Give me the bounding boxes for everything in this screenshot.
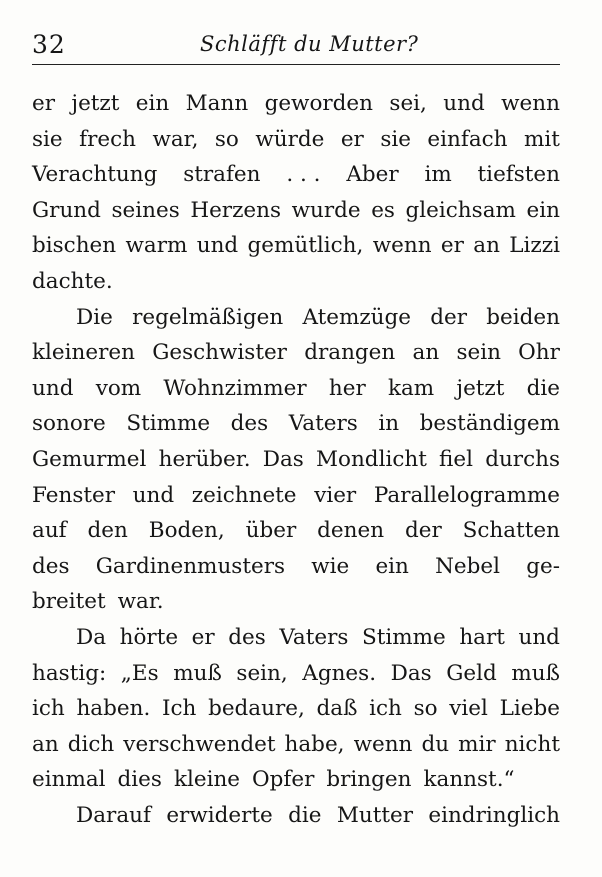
word: eindringlich: [428, 802, 560, 828]
word: Ich: [161, 696, 197, 722]
word: zeichnete: [191, 482, 297, 508]
text-line: [32, 157, 560, 193]
word: wenn: [353, 731, 413, 757]
word: frech: [79, 126, 136, 152]
word: bringen: [326, 767, 412, 793]
word: erwiderte: [166, 802, 273, 828]
text-line: [32, 335, 560, 371]
word: Parallelogramme: [373, 482, 560, 508]
word: Darauf: [76, 802, 151, 828]
word: ich: [32, 696, 65, 722]
word: Lizzi: [509, 233, 560, 259]
word: . . .: [286, 162, 321, 188]
word: in: [378, 411, 400, 437]
word: war,: [152, 126, 199, 152]
word: viel: [449, 696, 488, 722]
word: er: [32, 91, 56, 116]
word: und: [443, 91, 485, 116]
word: bischen: [32, 233, 117, 259]
word: denen: [317, 518, 385, 544]
word: Wohnzimmer: [163, 375, 307, 401]
word: Gemurmel: [32, 446, 147, 472]
header-rule: [32, 64, 560, 65]
word: Atemzüge: [302, 304, 412, 330]
text-line: [32, 193, 560, 229]
word: wenn: [372, 233, 432, 259]
word: beständigem: [419, 411, 560, 437]
word: hart: [459, 624, 505, 650]
text-line: [32, 513, 560, 549]
paragraph: [32, 300, 560, 620]
word: sie: [32, 126, 63, 152]
word: Das: [262, 446, 304, 472]
word: Mondlicht: [316, 446, 427, 472]
text-line: [32, 86, 560, 122]
word: Herzens: [190, 197, 282, 223]
word: würde: [255, 126, 325, 152]
word: an: [412, 340, 440, 366]
word: war.: [117, 589, 164, 615]
word: habe,: [284, 731, 345, 757]
word: hörte: [119, 624, 179, 650]
text-line: [32, 798, 560, 834]
word: Fenster: [32, 482, 115, 508]
word: wie: [311, 553, 350, 579]
word: herüber.: [158, 446, 251, 472]
word: nicht: [504, 731, 560, 757]
word: auf: [32, 518, 67, 544]
page-number: 32: [32, 30, 66, 59]
text-line: [32, 656, 560, 692]
word: Mann: [185, 91, 249, 116]
word: er: [440, 233, 464, 259]
word: die: [288, 802, 322, 828]
word: muß: [511, 660, 560, 686]
word: mit: [524, 126, 560, 152]
paragraph: [32, 620, 560, 798]
word: sonore: [32, 411, 106, 437]
word: die: [526, 375, 560, 401]
word: Da: [76, 624, 107, 650]
word: Agnes.: [302, 660, 377, 686]
word: der: [404, 518, 442, 544]
word: „Es: [120, 660, 159, 686]
word: einmal: [32, 767, 106, 793]
word: ein: [135, 91, 170, 116]
word: Gardinenmusters: [95, 553, 286, 579]
word: Grund: [32, 197, 101, 223]
page-header: [32, 28, 560, 62]
text-line: [32, 584, 560, 620]
running-title: Schläfft du Mutter?: [200, 32, 419, 56]
word: Mutter: [336, 802, 413, 828]
word: vier: [314, 482, 357, 508]
word: dich: [67, 731, 115, 757]
word: strafen: [183, 162, 261, 188]
text-line: [32, 406, 560, 442]
word: vom: [95, 375, 142, 401]
word: Stimme: [361, 624, 446, 650]
word: Verachtung: [32, 162, 158, 188]
word: der: [430, 304, 468, 330]
word: des: [228, 624, 266, 650]
text-line: [32, 228, 560, 264]
word: Die: [76, 304, 113, 330]
word: du: [421, 731, 450, 757]
word: Geschwister: [152, 340, 287, 366]
text-line: [32, 371, 560, 407]
word: hastig:: [32, 660, 107, 686]
word: dies: [117, 767, 162, 793]
word: an: [473, 233, 500, 259]
word: beiden: [486, 304, 560, 330]
word: es: [371, 197, 395, 223]
word: mir: [458, 731, 496, 757]
word: und: [32, 375, 74, 401]
word: Opfer: [252, 767, 315, 793]
word: über: [245, 518, 297, 544]
word: so: [413, 696, 438, 722]
word: Geld: [446, 660, 497, 686]
word: ein: [526, 197, 560, 223]
word: jetzt: [456, 375, 505, 401]
word: wenn: [501, 91, 560, 116]
word: Boden,: [148, 518, 225, 544]
word: dachte.: [32, 268, 113, 294]
word: sein: [456, 340, 501, 366]
word: des: [32, 553, 70, 579]
word: haben.: [76, 696, 151, 722]
word: kleineren: [32, 340, 135, 366]
word: Aber: [346, 162, 399, 188]
word: jetzt: [71, 91, 120, 116]
text-line: [32, 300, 560, 336]
word: muß: [173, 660, 222, 686]
paragraph: [32, 798, 560, 834]
word: ein: [375, 553, 409, 579]
word: kannst.“: [423, 767, 515, 793]
word: Vaters: [288, 411, 358, 437]
word: bedaure,: [208, 696, 305, 722]
word: Schatten: [462, 518, 560, 544]
word: Das: [390, 660, 432, 686]
word: er: [340, 126, 364, 152]
word: sei,: [389, 91, 427, 116]
text-line: [32, 549, 560, 585]
word: her: [328, 375, 366, 401]
text-line: [32, 691, 560, 727]
word: den: [87, 518, 128, 544]
word: an: [32, 731, 59, 757]
word: breitet: [32, 589, 106, 615]
word: ich: [369, 696, 402, 722]
word: warm: [125, 233, 188, 259]
word: drangen: [304, 340, 396, 366]
word: geworden: [264, 91, 374, 116]
word: und: [132, 482, 175, 508]
text-line: [32, 442, 560, 478]
word: gemütlich,: [247, 233, 364, 259]
word: fiel: [439, 446, 473, 472]
word: und: [518, 624, 560, 650]
word: kam: [387, 375, 435, 401]
text-line: [32, 264, 560, 300]
word: verschwendet: [123, 731, 276, 757]
word: Vaters: [279, 624, 349, 650]
word: seines: [111, 197, 180, 223]
word: durchs: [485, 446, 560, 472]
paragraph: [32, 86, 560, 300]
word: Nebel: [435, 553, 500, 579]
word: des: [230, 411, 269, 437]
word: Stimme: [126, 411, 211, 437]
word: Ohr: [518, 340, 560, 366]
text-line: [32, 122, 560, 158]
word: im: [424, 162, 452, 188]
word: sein,: [236, 660, 288, 686]
word: daß: [316, 696, 358, 722]
word: gleichsam: [405, 197, 516, 223]
word: er: [191, 624, 215, 650]
word: so: [214, 126, 239, 152]
word: einfach: [427, 126, 508, 152]
text-line: [32, 478, 560, 514]
word: sie: [380, 126, 411, 152]
text-line: [32, 762, 560, 798]
text-line: [32, 620, 560, 656]
word: und: [196, 233, 239, 259]
text-line: [32, 727, 560, 763]
word: ge-: [526, 553, 560, 579]
word: tiefsten: [477, 162, 560, 188]
word: kleine: [173, 767, 241, 793]
word: regelmäßigen: [132, 304, 284, 330]
body-text: [32, 86, 560, 833]
word: Liebe: [499, 696, 560, 722]
word: wurde: [291, 197, 361, 223]
